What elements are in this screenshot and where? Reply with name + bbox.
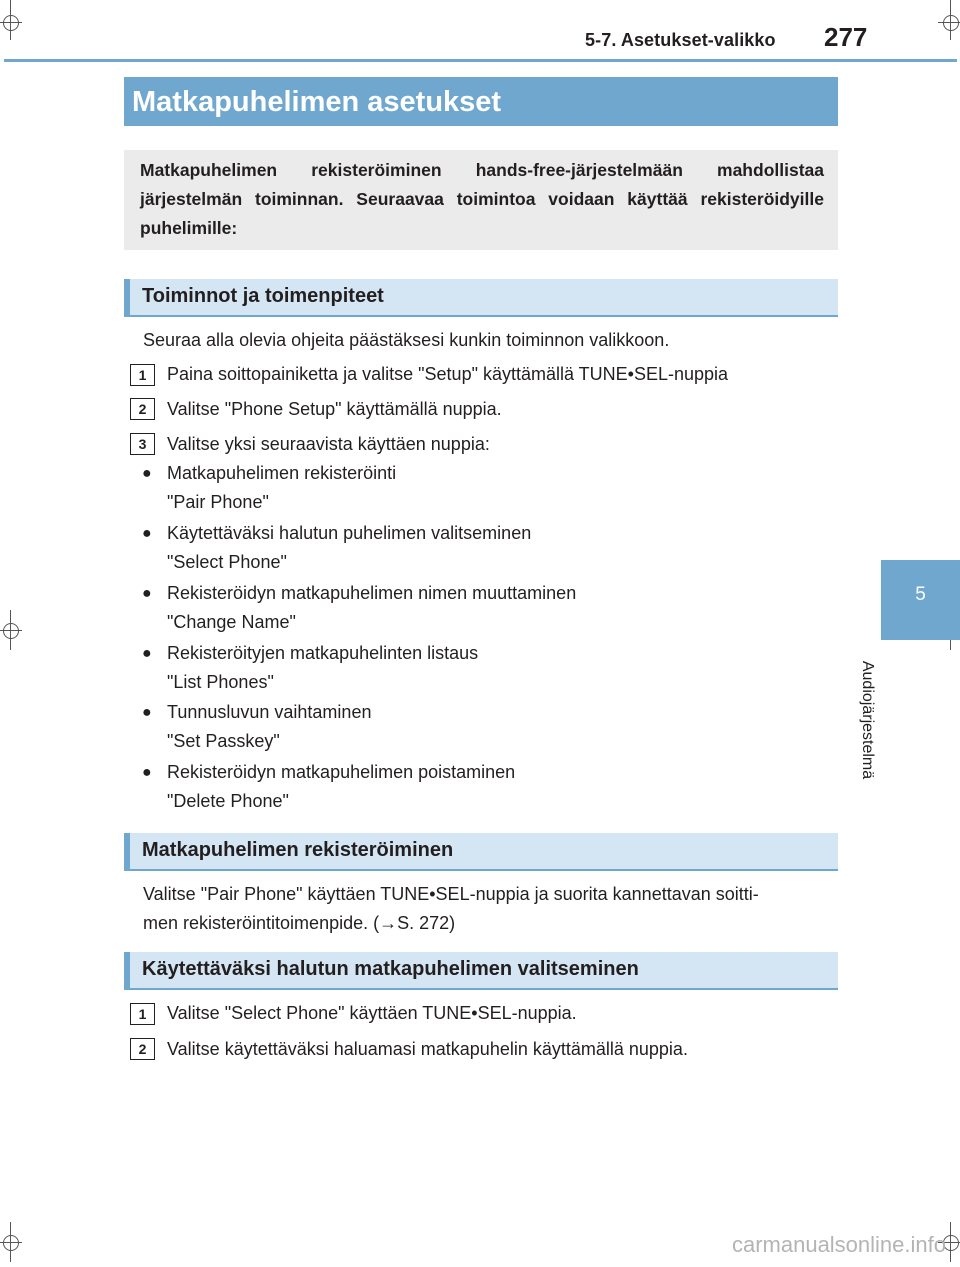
header-rule: [4, 59, 957, 62]
crop-mark-mid-left: [0, 610, 40, 650]
step-number: 2: [130, 398, 155, 420]
section-heading-label: Toiminnot ja toimenpiteet: [142, 285, 384, 307]
bullet-icon: ●: [142, 645, 152, 662]
step-number: 2: [130, 1038, 155, 1060]
crop-mark-top-left: [0, 0, 40, 40]
bullet-icon: ●: [142, 465, 152, 482]
header-section-title: 5-7. Asetukset-valikko: [585, 30, 776, 50]
bullet-icon: ●: [142, 704, 152, 721]
intro-box: [124, 150, 838, 250]
pairing-text-line-1: Valitse "Pair Phone" käyttäen TUNE•SEL-nuppia ja suorita kannettavan soitti-: [143, 884, 759, 904]
section-heading-label: Käytettäväksi halutun matkapuhelimen valitseminen: [142, 958, 639, 980]
step-number: 3: [130, 433, 155, 455]
step-number: 1: [130, 364, 155, 386]
chapter-number: 5: [915, 584, 926, 605]
crop-mark-bottom-left: [0, 1222, 40, 1262]
step-text: Valitse "Select Phone" käyttäen TUNE•SEL-nuppia.: [167, 1003, 577, 1023]
section-lead: Seuraa alla olevia ohjeita päästäksesi kunkin toiminnon valikkoon.: [143, 330, 670, 350]
watermark: carmanualsonline.info: [731, 1232, 946, 1257]
section-heading-pairing: [124, 833, 838, 871]
chapter-label: Audiojärjestelmä: [859, 660, 876, 780]
intro-text: Matkapuhelimen rekisteröiminen hands-free-järjestelmään mahdollistaa järjestelmän toiminnan. Seuraavaa toimintoa voidaan käyttää rekisteröidyille puhelimille:: [140, 160, 824, 238]
option-menu-name: "Select Phone": [167, 552, 287, 572]
bullet-icon: ●: [142, 585, 152, 602]
option-title: Matkapuhelimen rekisteröinti: [167, 463, 397, 483]
step-number: 1: [130, 1003, 155, 1025]
option-title: Rekisteröityjen matkapuhelinten listaus: [167, 643, 479, 663]
option-menu-name: "Change Name": [167, 612, 296, 632]
option-menu-name: "Set Passkey": [167, 731, 280, 751]
section-heading-select-phone: [124, 952, 838, 990]
page-title: Matkapuhelimen asetukset: [132, 86, 502, 118]
section-heading-label: Matkapuhelimen rekisteröiminen: [142, 839, 454, 861]
option-title: Rekisteröidyn matkapuhelimen poistaminen: [167, 762, 516, 782]
section-heading-functions: [124, 279, 838, 317]
option-title: Rekisteröidyn matkapuhelimen nimen muuttaminen: [167, 583, 577, 603]
step-text: Valitse yksi seuraavista käyttäen nuppia:: [167, 434, 490, 454]
step-text: Paina soittopainiketta ja valitse "Setup" käyttämällä TUNE•SEL-nuppia: [167, 364, 729, 384]
page-title-bar: [124, 77, 838, 126]
option-menu-name: "Delete Phone": [167, 791, 289, 811]
option-menu-name: "Pair Phone": [167, 492, 269, 512]
chapter-tab: [881, 560, 960, 640]
pairing-text-line-2: men rekisteröintitoimenpide. (→S. 272): [143, 913, 456, 933]
bullet-icon: ●: [142, 525, 152, 542]
option-menu-name: "List Phones": [167, 672, 274, 692]
step-text: Valitse käytettäväksi haluamasi matkapuhelin käyttämällä nuppia.: [167, 1039, 688, 1059]
bullet-icon: ●: [142, 764, 152, 781]
page-number: 277: [824, 22, 868, 52]
step-text: Valitse "Phone Setup" käyttämällä nuppia.: [167, 399, 502, 419]
option-title: Tunnusluvun vaihtaminen: [167, 702, 372, 722]
option-title: Käytettäväksi halutun puhelimen valitseminen: [167, 523, 532, 543]
crop-mark-top-right: [920, 0, 960, 40]
